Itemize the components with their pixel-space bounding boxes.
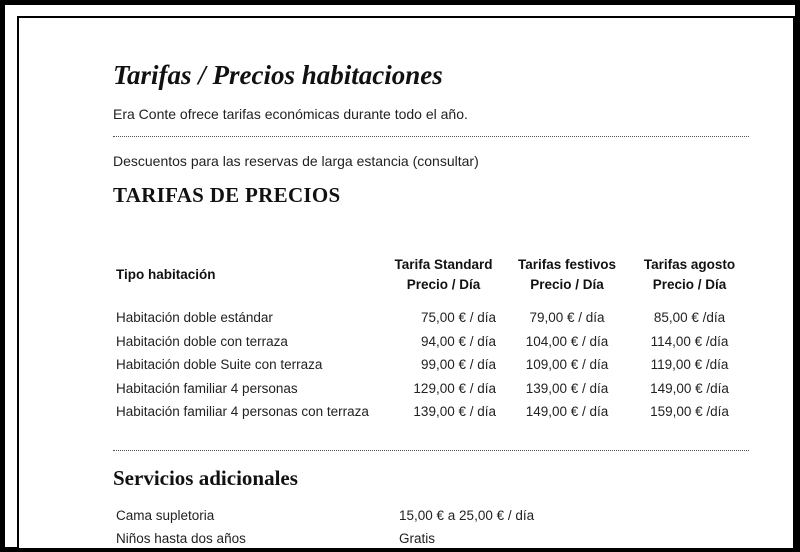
standard-price-cell: 94,00 € / día — [420, 333, 496, 349]
room-type-cell: Habitación doble con terraza — [116, 333, 288, 349]
rates-table — [112, 244, 753, 424]
table-row — [112, 400, 753, 424]
services-table — [112, 504, 699, 550]
header-holiday-rate: Tarifas festivos Precio / Día — [517, 257, 617, 292]
intro-text: Era Conte ofrece tarifas económicas durante todo el año. — [113, 106, 468, 122]
discount-note: Descuentos para las reservas de larga estancia (consultar) — [113, 153, 479, 169]
header-august-rate: Tarifas agosto Precio / Día — [643, 257, 736, 292]
table-row — [112, 330, 753, 354]
inner-frame — [5, 5, 795, 547]
august-price-cell: 149,00 € /día — [650, 380, 729, 396]
holiday-price-cell: 104,00 € / día — [525, 333, 609, 349]
page-title: Tarifas / Precios habitaciones — [113, 60, 443, 90]
service-price-cell: 15,00 € a 25,00 € / día — [399, 508, 535, 523]
page-content — [19, 18, 793, 548]
holiday-price-cell: 139,00 € / día — [525, 380, 609, 396]
room-type-cell: Habitación familiar 4 personas — [116, 380, 298, 396]
divider — [113, 450, 749, 451]
table-row — [112, 527, 699, 550]
room-type-cell: Habitación familiar 4 personas con terraza — [116, 404, 369, 419]
page-border — [17, 16, 795, 550]
services-heading: Servicios adicionales — [113, 466, 298, 490]
august-price-cell: 159,00 € /día — [650, 404, 729, 419]
rates-header-row — [112, 244, 753, 306]
holiday-price-cell: 149,00 € / día — [525, 404, 609, 419]
holiday-price-cell: 79,00 € / día — [529, 310, 605, 325]
header-standard-rate: Tarifa Standard Precio / Día — [394, 257, 493, 292]
room-type-cell: Habitación doble estándar — [116, 310, 273, 325]
standard-price-cell: 129,00 € / día — [413, 380, 496, 396]
table-row — [112, 377, 753, 401]
august-price-cell: 114,00 € /día — [650, 333, 729, 349]
holiday-price-cell: 109,00 € / día — [525, 357, 609, 372]
service-name-cell: Niños hasta dos años — [116, 531, 246, 546]
service-name-cell: Cama supletoria — [116, 508, 215, 523]
table-row — [112, 306, 753, 330]
table-row — [112, 504, 699, 527]
room-type-cell: Habitación doble Suite con terraza — [116, 357, 323, 372]
divider — [113, 136, 749, 137]
standard-price-cell: 75,00 € / día — [420, 310, 496, 325]
standard-price-cell: 139,00 € / día — [413, 404, 496, 419]
august-price-cell: 119,00 € /día — [650, 357, 729, 372]
rates-heading: TARIFAS DE PRECIOS — [113, 183, 341, 207]
header-room-type: Tipo habitación — [116, 267, 216, 282]
table-row — [112, 353, 753, 377]
standard-price-cell: 99,00 € / día — [420, 357, 496, 372]
service-price-cell: Gratis — [399, 531, 436, 546]
august-price-cell: 85,00 € /día — [653, 310, 726, 325]
